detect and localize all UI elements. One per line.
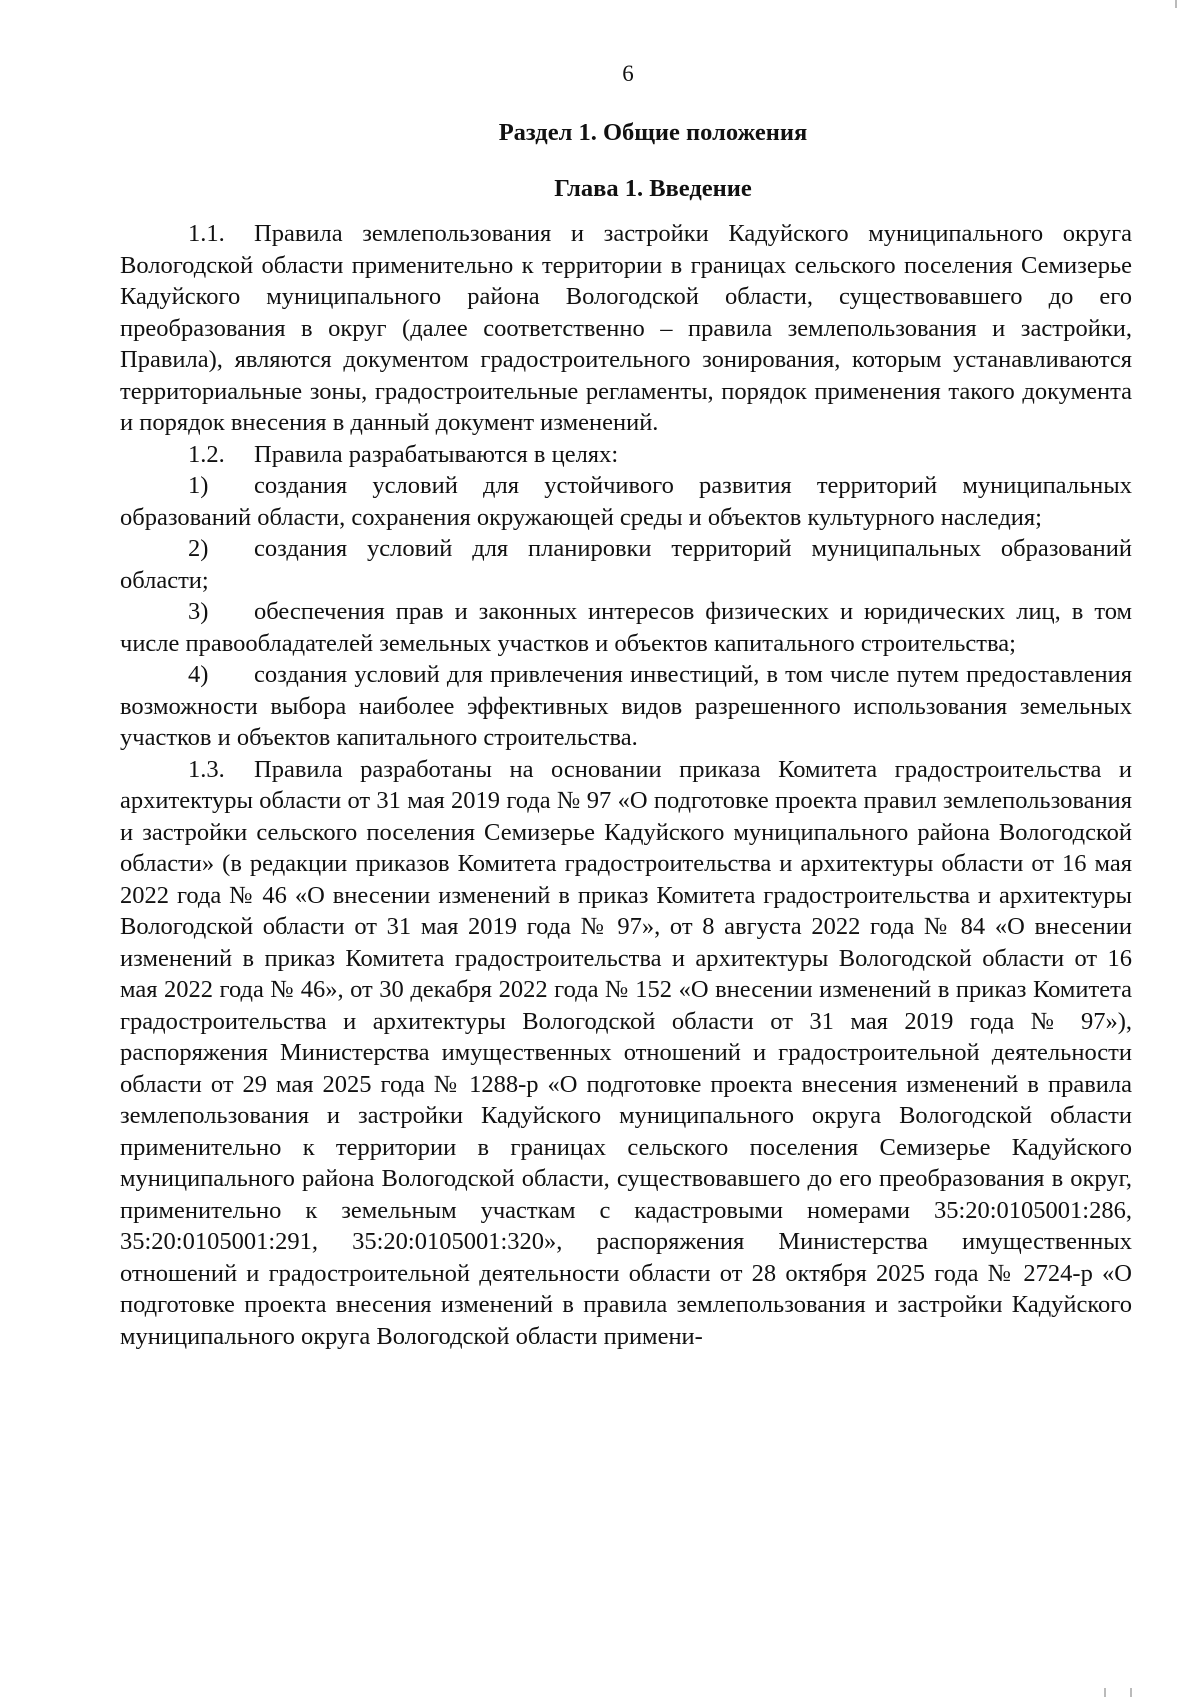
list-number: 2) [188, 535, 209, 562]
paragraph-1-1 [120, 218, 1132, 439]
list-number: 1) [188, 472, 209, 499]
paragraph-number: 1.1. [188, 220, 225, 247]
document-body [120, 218, 1132, 1352]
list-number: 4) [188, 661, 209, 688]
list-item-text: создания условий для устойчивого развития территорий муниципальных образований области, сохранения окружающей среды и объектов культурного наследия; [120, 472, 1132, 531]
section-title: Раздел 1. Общие положения [498, 119, 808, 146]
paragraph-text: Правила разрабатываются в целях: [254, 440, 619, 468]
list-item-text: обеспечения прав и законных интересов физических и юридических лиц, в том числе правообладателей земельных участков и объектов капитального строительства; [120, 598, 1132, 657]
paragraph-text: Правила разработаны на основании приказа Комитета градостроительства и архитектуры области от 31 мая 2019 года № 97 «О подготовке проекта правил землепользования и застройки сельского поселения Семизерье Кадуйского муниципального района Вологодской области» (в редакции приказов Комитета градостроительства и архитектуры области от 16 мая 2022 года № 46 «О внесении изменений в приказ Комитета градостроительства и архитектуры Вологодской области от 31 мая 2019 года № 97», от 8 августа 2022 года № 84 «О внесении изменений в приказ Комитета градостроительства и архитектуры Вологодской области от 16 мая 2022 года № 46», от 30 декабря 2022 года № 152 «О внесении изменений в приказ Комитета градостроительства и архитектуры Вологодской области от 31 мая 2019 года № 97»), распоряжения Министерства имущественных отношений и градостроительной деятельности области от 29 мая 2025 года № 1288-р «О подготовке проекта внесения изменений в правила землепользования и застройки Кадуйского муниципального округа Вологодской области применительно к территории в границах сельского поселения Семизерье Кадуйского муниципального района Вологодской области, существовавшего до его преобразования в округ, применительно к земельным участкам с кадастровыми номерами 35:20:0105001:286, 35:20:0105001:291, 35:20:0105001:320», распоряжения Министерства имущественных отношений и градостроительной деятельности области от 28 октября 2025 года № 2724-р «О подготовке проекта внесения изменений в правила землепользования и застройки Кадуйского муниципального округа Вологодской области примени- [120, 755, 1132, 1350]
paragraph-1-2 [120, 439, 1132, 471]
list-item-1 [120, 470, 1132, 533]
scan-mark [1130, 1688, 1132, 1697]
list-item-text: создания условий для планировки территорий муниципальных образований области; [120, 535, 1132, 594]
scan-mark [1104, 1688, 1106, 1697]
list-item-2 [120, 533, 1132, 596]
list-item-text: создания условий для привлечения инвестиций, в том числе путем предоставления возможности выбора наиболее эффективных видов разрешенного использования земельных участков и объектов капитального строительства. [120, 661, 1132, 751]
page-number: 6 [622, 61, 634, 86]
paragraph-number: 1.3. [188, 755, 225, 783]
list-item-4 [120, 659, 1132, 754]
paragraph-number: 1.2. [188, 440, 225, 468]
chapter-title: Глава 1. Введение [554, 175, 752, 202]
list-item-3 [120, 596, 1132, 659]
paragraph-text: Правила землепользования и застройки Кадуйского муниципального округа Вологодской области применительно к территории в границах сельского поселения Семизерье Кадуйского муниципального района Вологодской области, существовавшего до его преобразования в округ (далее соответственно – правила землепользования и застройки, Правила), являются документом градостроительного зонирования, которым устанавливаются территориальные зоны, градостроительные регламенты, порядок применения такого документа и порядок внесения в данный документ изменений. [120, 220, 1132, 436]
list-number: 3) [188, 598, 209, 625]
scan-mark [1175, 0, 1177, 8]
paragraph-1-3 [120, 754, 1132, 1353]
